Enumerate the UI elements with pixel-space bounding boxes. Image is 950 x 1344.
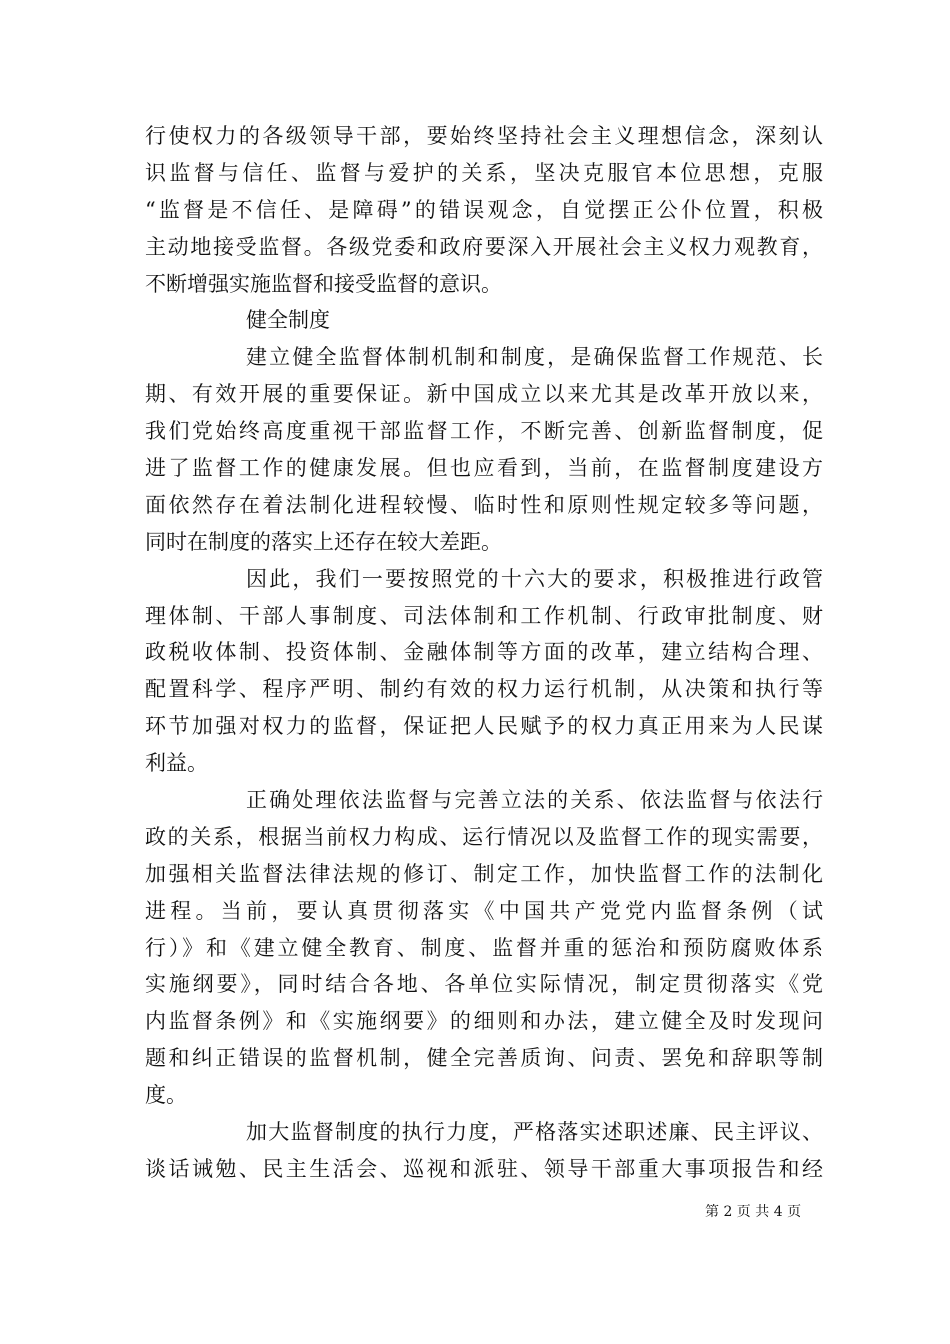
document-body	[145, 118, 823, 1188]
text-line: 不断增强实施监督和接受监督的意识。	[145, 271, 502, 296]
text-line: 期、有效开展的重要保证。新中国成立以来尤其是改革开放以来，	[145, 382, 823, 407]
text-line: 面依然存在着法制化进程较慢、临时性和原则性规定较多等问题，	[145, 492, 823, 517]
text-line: 因此，我们一要按照党的十六大的要求，积极推进行政管	[246, 566, 823, 591]
text-line: 加大监督制度的执行力度，严格落实述职述廉、民主评议、	[246, 1120, 823, 1145]
text-line: 利益。	[145, 751, 208, 776]
text-line: 同时在制度的落实上还存在较大差距。	[145, 529, 502, 554]
text-line: 建立健全监督体制机制和制度，是确保监督工作规范、长	[246, 345, 823, 370]
text-line: 行）》和《建立健全教育、制度、监督并重的惩治和预防腐败体系	[145, 935, 823, 960]
text-line: 内监督条例》和《实施纲要》的细则和办法，建立健全及时发现问	[145, 1009, 823, 1034]
text-line: 识监督与信任、监督与爱护的关系，坚决克服官本位思想，克服	[145, 160, 823, 185]
text-line: 题和纠正错误的监督机制，健全完善质询、问责、罢免和辞职等制	[145, 1046, 823, 1071]
text-line: 实施纲要》，同时结合各地、各单位实际情况，制定贯彻落实《党	[145, 972, 823, 997]
text-line: 理体制、干部人事制度、司法体制和工作机制、行政审批制度、财	[145, 603, 823, 628]
text-line: 加强相关监督法律法规的修订、制定工作，加快监督工作的法制化	[145, 861, 823, 886]
text-line: 进了监督工作的健康发展。但也应看到，当前，在监督制度建设方	[145, 456, 823, 481]
text-line: 度。	[145, 1083, 187, 1108]
text-line: 政税收体制、投资体制、金融体制等方面的改革，建立结构合理、	[145, 640, 823, 665]
text-line: 进程。当前，要认真贯彻落实《中国共产党党内监督条例（试	[145, 898, 823, 923]
text-line: 配置科学、程序严明、制约有效的权力运行机制，从决策和执行等	[145, 677, 823, 702]
text-line: 主动地接受监督。各级党委和政府要深入开展社会主义权力观教育，	[145, 234, 823, 259]
text-line: 正确处理依法监督与完善立法的关系、依法监督与依法行	[246, 788, 823, 813]
text-line: “监督是不信任、是障碍”的错误观念，自觉摆正公仆位置，积极	[145, 197, 823, 222]
text-line: 政的关系，根据当前权力构成、运行情况以及监督工作的现实需要，	[145, 824, 823, 849]
text-line: 我们党始终高度重视干部监督工作，不断完善、创新监督制度，促	[145, 419, 823, 444]
text-line: 谈话诫勉、民主生活会、巡视和派驻、领导干部重大事项报告和经	[145, 1156, 823, 1181]
text-line: 行使权力的各级领导干部，要始终坚持社会主义理想信念，深刻认	[145, 124, 823, 148]
page-footer: 第 2 页 共 4 页	[705, 1204, 802, 1220]
text-line: 健全制度	[246, 308, 330, 333]
text-line: 环节加强对权力的监督，保证把人民赋予的权力真正用来为人民谋	[145, 714, 823, 739]
